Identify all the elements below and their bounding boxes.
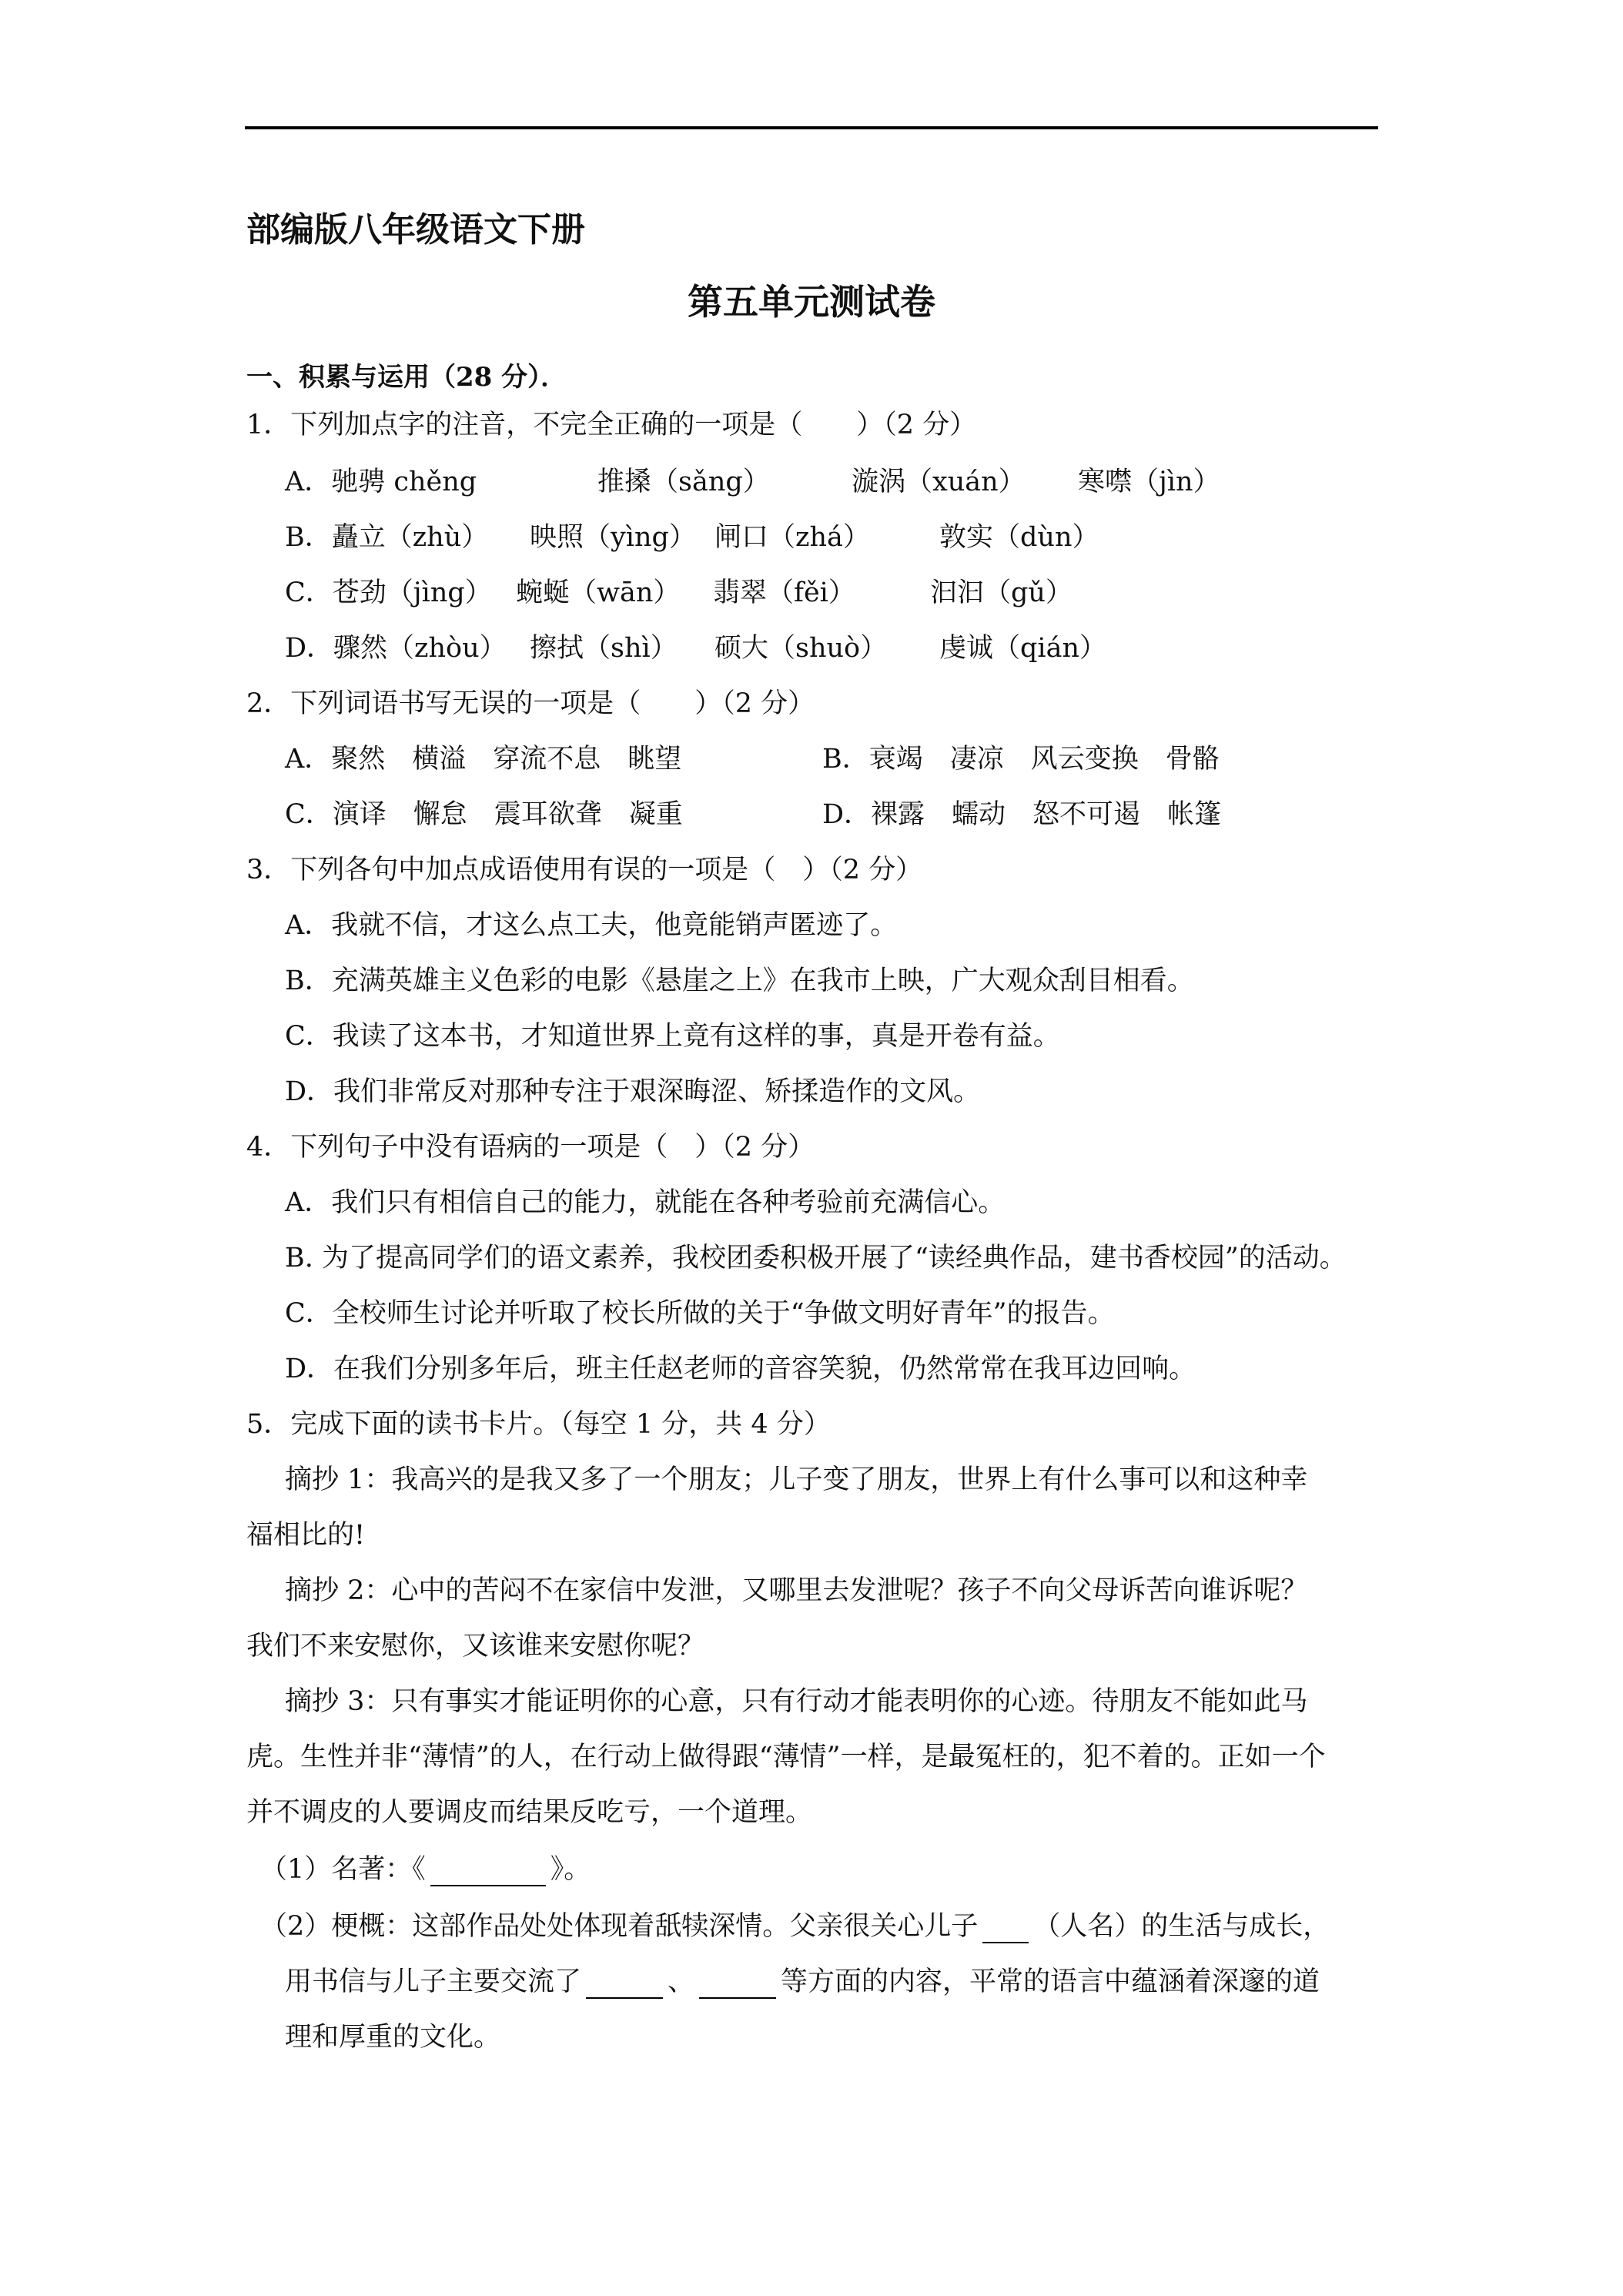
question-3-stem: 3．下列各句中加点成语使用有误的一项是（ ）（2 分） [246, 855, 923, 885]
q1-c-2: 蜿蜒（wān） [516, 577, 681, 608]
q5-part-2-text-4: 等方面的内容，平常的语言中蕴涵着深邃的道 [781, 1966, 1320, 1997]
excerpt-1-line-2: 福相比的! [246, 1520, 366, 1551]
q1-c-4: 汩汩（gǔ） [930, 577, 1073, 608]
excerpt-3-line-1: 摘抄 3：只有事实才能证明你的心意，只有行动才能表明你的心迹。待朋友不能如此马 [285, 1686, 1308, 1717]
q1-a-2: 推搡（sǎng） [597, 467, 770, 497]
page-title: 第五单元测试卷 [688, 281, 935, 323]
book-name-blank[interactable] [430, 1860, 546, 1886]
question-1-stem: 1．下列加点字的注音，不完全正确的一项是（ ）（2 分） [246, 410, 977, 440]
section-heading: 一、积累与运用（28 分）． [246, 362, 567, 393]
q4-option-a: A．我们只有相信自己的能力，就能在各种考验前充满信心。 [285, 1187, 1006, 1218]
excerpt-1-line-1: 摘抄 1：我高兴的是我又多了一个朋友；儿子变了朋友，世界上有什么事可以和这种幸 [285, 1464, 1308, 1495]
q5-part-1-label: （1）名著：《 [260, 1854, 426, 1885]
q1-a-4: 寒噤（jìn） [1078, 467, 1220, 497]
q4-option-d: D．在我们分别多年后，班主任赵老师的音容笑貌，仍然常常在我耳边回响。 [285, 1354, 1196, 1384]
q1-d-3: 硕大（shuò） [714, 633, 888, 664]
q1-a-1: A．驰骋 chěng [285, 467, 477, 497]
q5-part-2-line-3: 理和厚重的文化。 [285, 2022, 501, 2053]
son-name-blank[interactable] [982, 1917, 1029, 1943]
q1-d-1: D．骤然（zhòu） [285, 633, 507, 664]
q1-b-2: 映照（yìng） [530, 522, 696, 553]
question-4-stem: 4．下列句子中没有语病的一项是（ ）（2 分） [246, 1132, 815, 1163]
q1-c-3: 翡翠（fěi） [713, 577, 855, 608]
q3-option-a: A．我就不信，才这么点工夫，他竟能销声匿迹了。 [285, 910, 898, 941]
q1-c-1: C．苍劲（jìng） [285, 577, 492, 608]
excerpt-2-line-2: 我们不来安慰你，又该谁来安慰你呢？ [246, 1631, 705, 1662]
q1-d-2: 擦拭（shì） [530, 633, 678, 664]
q1-b-4: 敦实（dùn） [939, 522, 1099, 553]
q5-part-2-text-3: 用书信与儿子主要交流了 [285, 1966, 582, 1997]
q1-b-1: B．矗立（zhù） [285, 522, 489, 553]
question-2-stem: 2．下列词语书写无误的一项是（ ）（2 分） [246, 688, 815, 719]
q5-part-1 [260, 1853, 591, 1886]
q2-option-b: B．衰竭 凄凉 风云变换 骨骼 [822, 744, 1220, 775]
q5-part-1-suffix: 》。 [550, 1854, 591, 1885]
q1-a-3: 漩涡（xuán） [852, 467, 1026, 497]
q5-part-2-line-1 [260, 1909, 1330, 1943]
q2-option-d: D．裸露 蠕动 怒不可遏 帐篷 [822, 799, 1222, 830]
q2-option-a: A．聚然 横溢 穿流不息 眺望 [285, 744, 682, 775]
q3-option-c: C．我读了这本书，才知道世界上竟有这样的事，真是开卷有益。 [285, 1021, 1060, 1052]
question-5-stem: 5．完成下面的读书卡片。（每空 1 分，共 4 分） [246, 1409, 831, 1440]
q3-option-d: D．我们非常反对那种专注于艰深晦涩、矫揉造作的文风。 [285, 1076, 981, 1107]
topic-blank-2[interactable] [699, 1973, 776, 1999]
q2-option-c: C．演译 懈怠 震耳欲聋 凝重 [285, 799, 683, 830]
q5-part-2-line-2 [285, 1965, 1320, 1999]
excerpt-3-line-3: 并不调皮的人要调皮而结果反吃亏，一个道理。 [246, 1797, 813, 1828]
q4-option-c: C．全校师生讨论并听取了校长所做的关于“争做文明好青年”的报告。 [285, 1298, 1115, 1329]
q5-part-2-sep: 、 [668, 1966, 695, 1997]
header-rule [245, 126, 1378, 129]
q1-d-4: 虔诚（qián） [939, 633, 1107, 664]
q4-option-b: B. 为了提高同学们的语文素养，我校团委积极开展了“读经典作品，建书香校园”的活动。 [285, 1243, 1347, 1274]
excerpt-2-line-1: 摘抄 2：心中的苦闷不在家信中发泄，又哪里去发泄呢？孩子不向父母诉苦向谁诉呢？ [285, 1575, 1308, 1606]
q5-part-2-text-2: （人名）的生活与成长， [1033, 1911, 1330, 1942]
topic-blank-1[interactable] [586, 1973, 663, 1999]
q1-b-3: 闸口（zhá） [714, 522, 870, 553]
q3-option-b: B．充满英雄主义色彩的电影《悬崖之上》在我市上映，广大观众刮目相看。 [285, 966, 1194, 996]
q5-part-2-text: （2）梗概：这部作品处处体现着舐犊深情。父亲很关心儿子 [260, 1911, 979, 1942]
book-title: 部编版八年级语文下册 [246, 210, 585, 249]
excerpt-3-line-2: 虎。生性并非“薄情”的人，在行动上做得跟“薄情”一样，是最冤枉的，犯不着的。正如一个 [246, 1742, 1326, 1772]
